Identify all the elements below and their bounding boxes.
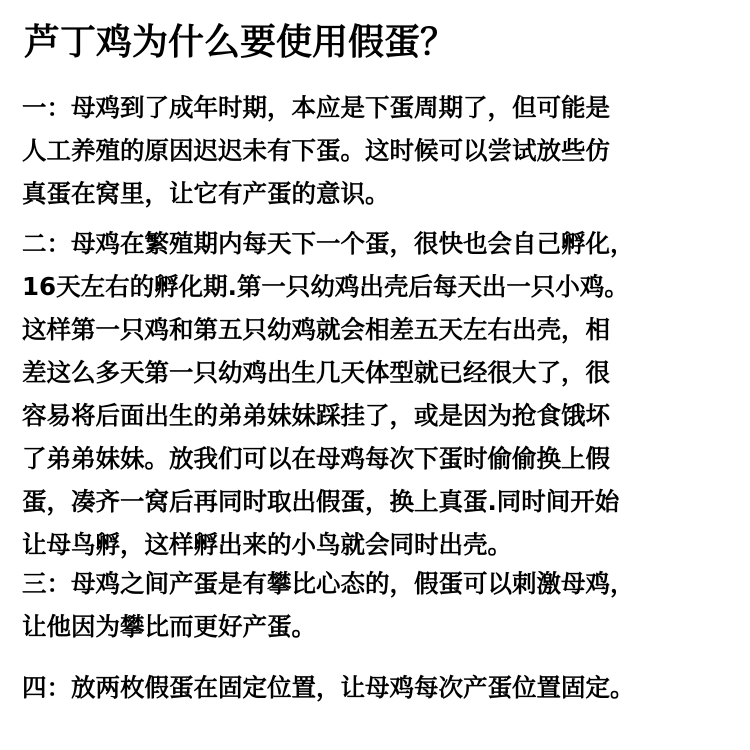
section-four [22, 666, 742, 709]
paragraph-line: 三：母鸡之间产蛋是有攀比心态的，假蛋可以刺激母鸡， [22, 569, 635, 598]
section-two [22, 222, 742, 566]
paragraph-line: 这样第一只鸡和第五只幼鸡就会相差五天左右出壳，相 [22, 315, 610, 344]
page-title: 芦丁鸡为什么要使用假蛋？ [24, 22, 457, 63]
paragraph-line: 四：放两枚假蛋在固定位置，让母鸡每次产蛋位置固定。 [22, 673, 635, 702]
paragraph-line: 二：母鸡在繁殖期内每天下一个蛋，很快也会自己孵化， [22, 229, 635, 258]
paragraph-line: 人工养殖的原因迟迟未有下蛋。这时候可以尝试放些仿 [22, 136, 610, 165]
paragraph-line: 真蛋在窝里，让它有产蛋的意识。 [22, 179, 390, 208]
paragraph-line: 容易将后面出生的弟弟妹妹踩挂了，或是因为抢食饿坏 [22, 401, 610, 430]
section-three [22, 562, 742, 648]
paragraph-line: 差这么多天第一只幼鸡出生几天体型就已经很大了，很 [22, 358, 610, 387]
paragraph-line: 了弟弟妹妹。放我们可以在母鸡每次下蛋时偷偷换上假 [22, 444, 610, 473]
paragraph-line: 一：母鸡到了成年时期，本应是下蛋周期了，但可能是 [22, 93, 610, 122]
paragraph-line: 蛋，凑齐一窝后再同时取出假蛋，换上真蛋.同时间开始 [22, 487, 620, 516]
paragraph-line: 16天左右的孵化期.第一只幼鸡出壳后每天出一只小鸡。 [22, 272, 629, 301]
section-one [22, 86, 742, 215]
paragraph-line: 让母鸟孵，这样孵出来的小鸟就会同时出壳。 [22, 530, 512, 559]
paragraph-line: 让他因为攀比而更好产蛋。 [22, 612, 316, 641]
